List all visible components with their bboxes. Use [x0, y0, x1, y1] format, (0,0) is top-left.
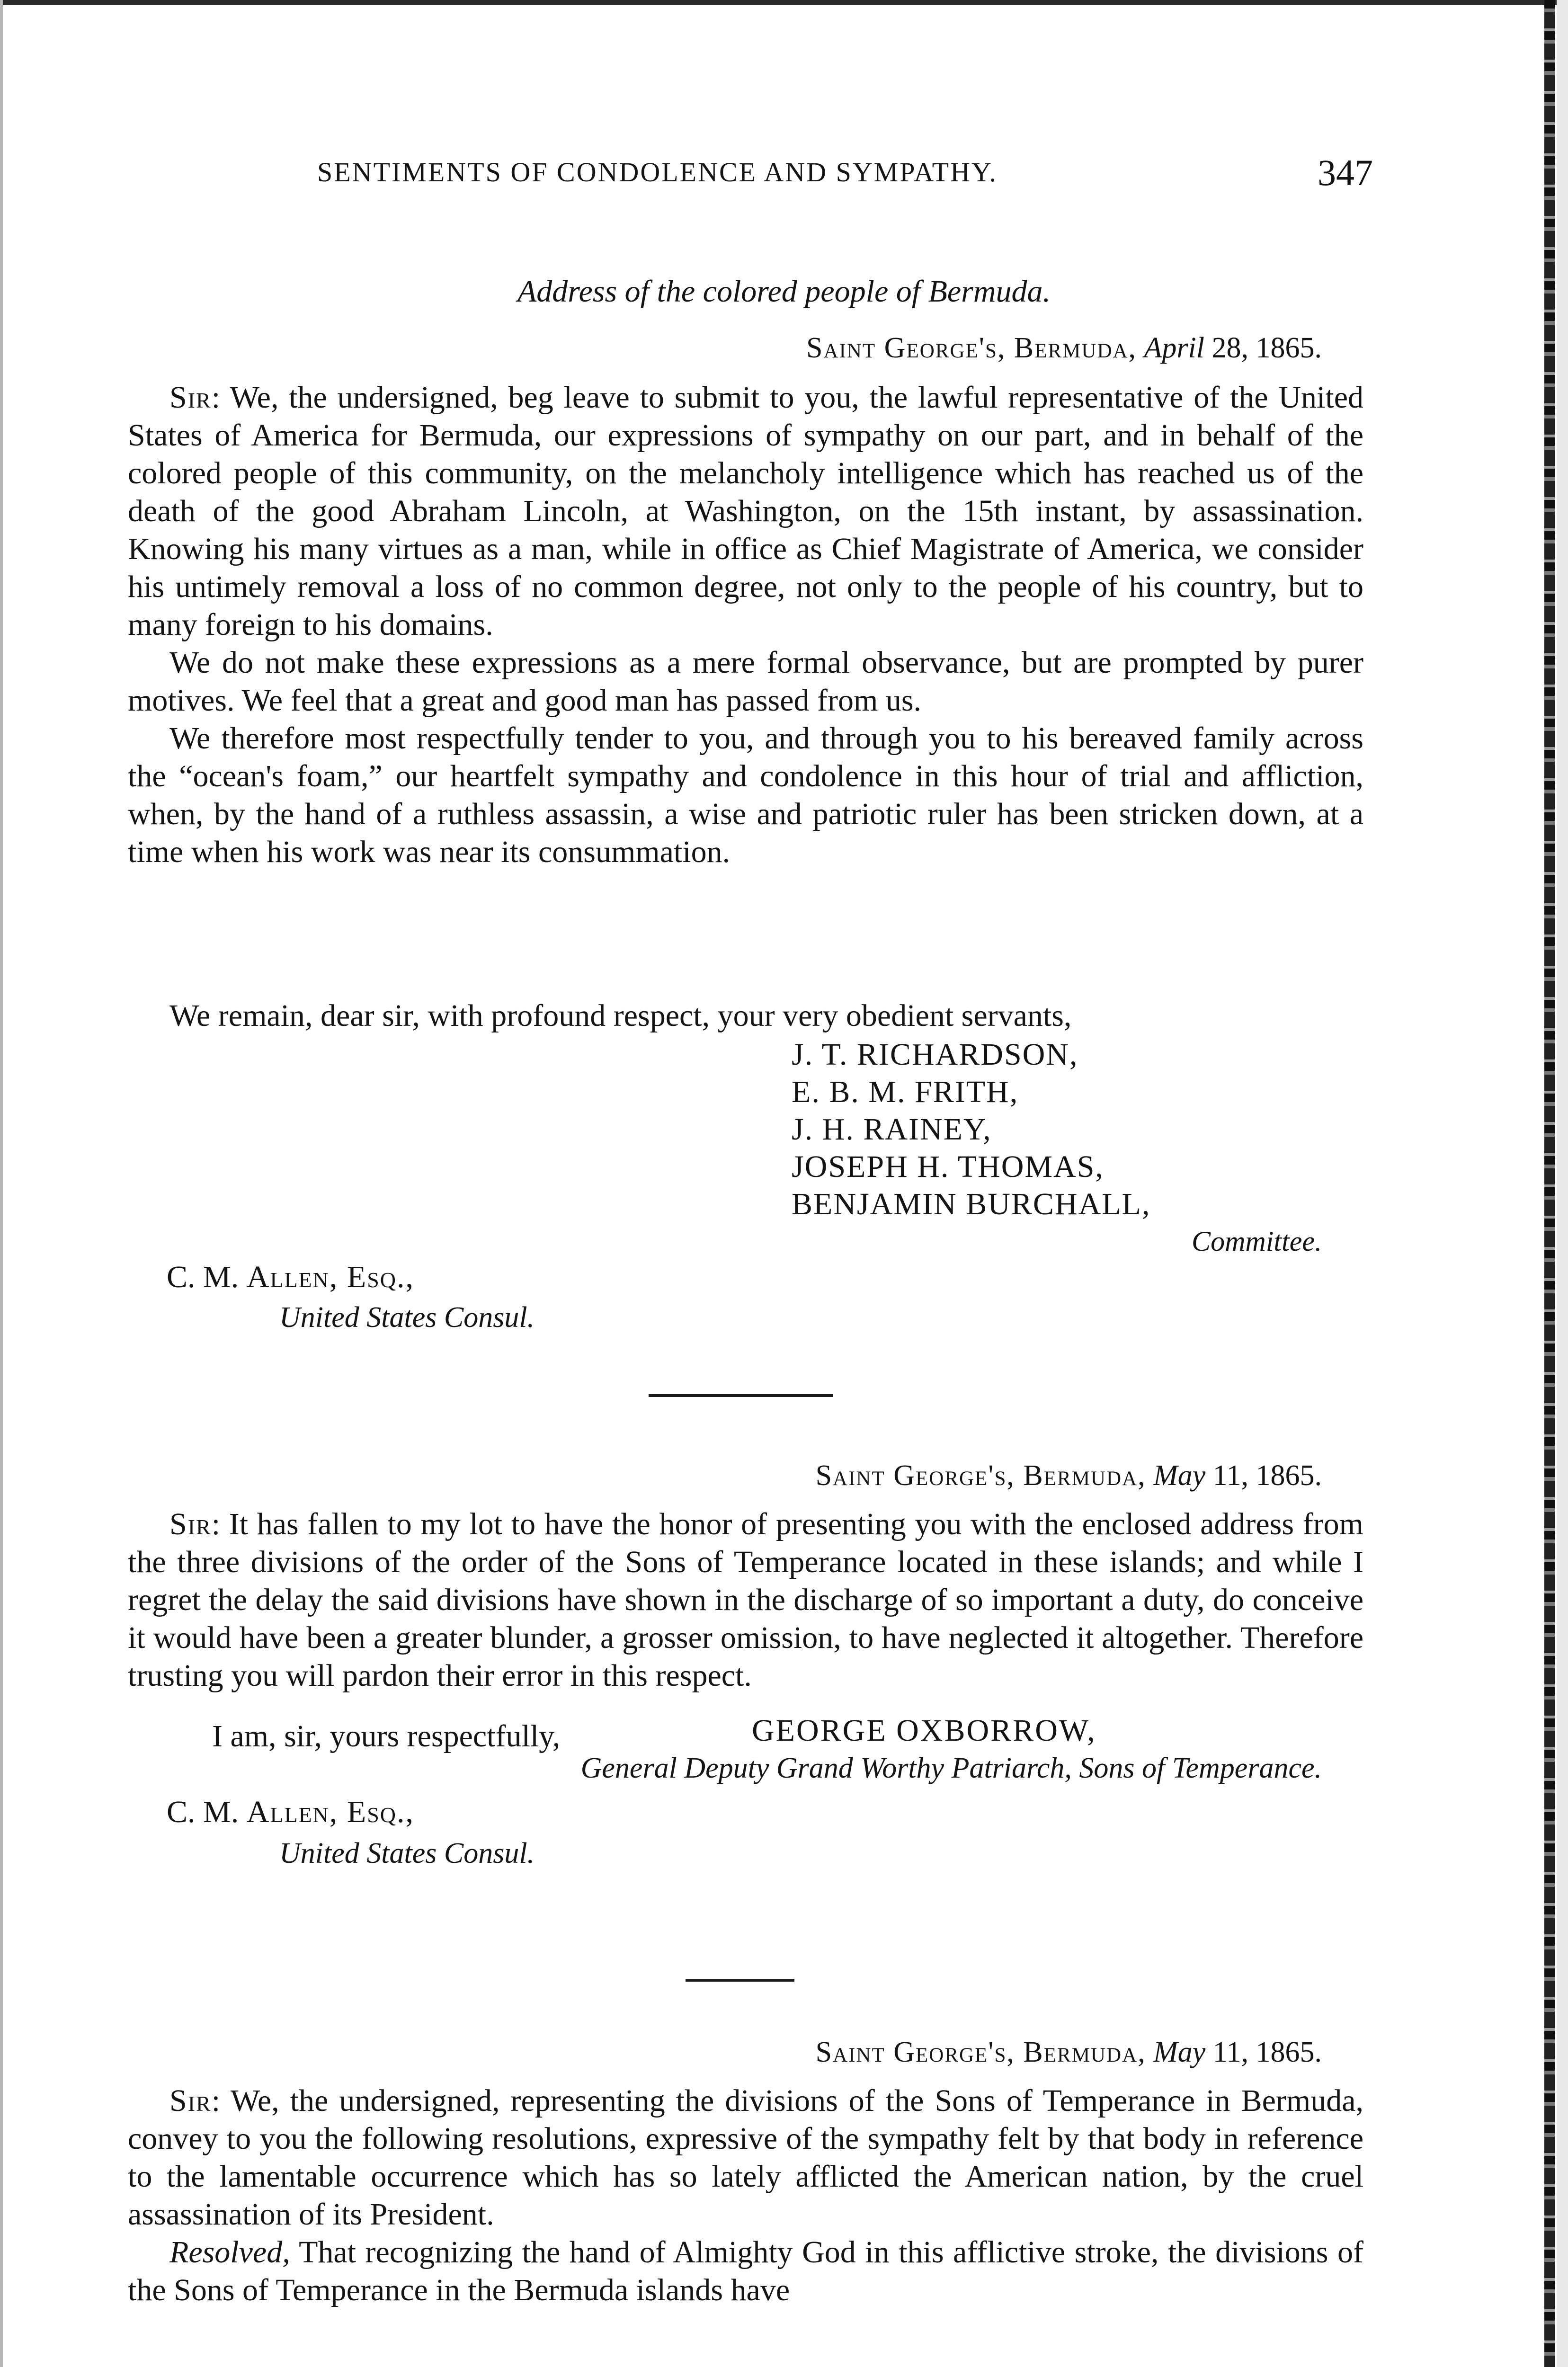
letter2-dateline: [816, 1459, 1322, 1493]
resolved-word: Resolved,: [169, 2235, 290, 2269]
letter1-para1-text: : We, the undersigned, beg leave to submit to you, the lawful representative of the United States of America for Bermuda, our expressions of sympathy on our part, and in behalf of the colored people of this community, on the melancholy intelligence which has reached us of the death of the good Abraham Lincoln, at Washington, on the 15th instant, by assassination. Knowing his many virtues as a man, while in office as Chief Magistrate of America, we consider his untimely removal a loss of no common degree, not only to the people of his country, but to many foreign to his domains.: [128, 380, 1363, 642]
section-divider: [686, 1979, 794, 1982]
binding-margin: [1557, 0, 1568, 2367]
running-title: SENTIMENTS OF CONDOLENCE AND SYMPATHY.: [317, 157, 998, 187]
letter2-signer-title: General Deputy Grand Worthy Patriarch, Sons of Temperance.: [580, 1752, 1322, 1784]
letter1-body: [128, 379, 1363, 871]
addressee-name: Allen, Esq.,: [246, 1795, 415, 1829]
letter2-closing: I am, sir, yours respectfully,: [212, 1719, 561, 1753]
resolved-text: That recognizing the hand of Almighty God in this afflictive stroke, the divisions of the Sons of Temperance in the Bermuda islands have: [128, 2235, 1363, 2307]
letter3-para1: [128, 2082, 1363, 2234]
letter1-dateline-place: Saint George's, Bermuda,: [806, 332, 1137, 364]
letter1-signer-role: Committee.: [1192, 1226, 1322, 1257]
addressee-initials: C. M.: [167, 1795, 239, 1829]
letter1-para2: We do not make these expressions as a mere formal observance, but are prompted by purer motives. We feel that a great and good man has passed from us.: [128, 645, 1363, 718]
letter3-resolved: [128, 2234, 1363, 2309]
letter2-para1: [128, 1505, 1363, 1695]
letter3-dateline-day: 11, 1865.: [1212, 2036, 1322, 2068]
letter3-dateline-month: May: [1153, 2036, 1206, 2068]
letter2-dateline-place: Saint George's, Bermuda,: [815, 1459, 1146, 1492]
page-edge-top: [0, 0, 1568, 5]
page-edge-right: [1544, 0, 1555, 2367]
letter1-para3: We therefore most respectfully tender to you, and through you to his bereaved family across the “ocean's foam,” our heartfelt sympathy and condolence in this hour of trial and affliction, when, by the hand of a ruthless assassin, a wise and patriotic ruler has been stricken down, at a time when his work was near its consummation.: [128, 721, 1363, 869]
letter2-signer: GEORGE OXBORROW,: [752, 1713, 1096, 1748]
letter1-title: Address of the colored people of Bermuda.: [517, 274, 1051, 309]
addressee-name: Allen, Esq.,: [246, 1260, 415, 1294]
letter2-para1-text: : It has fallen to my lot to have the honor of presenting you with the enclosed address from the three divisions of the order of the Sons of Temperance located in these islands; and while I regret the delay the said divisions have shown in the discharge of so important a duty, do conceive it would have been a greater blunder, a grosser omission, to have neglected it altogether. Therefore trusting you will pardon their error in this respect.: [128, 1507, 1363, 1693]
addressee-initials: C. M.: [167, 1260, 239, 1294]
letter2-dateline-month: May: [1153, 1459, 1206, 1492]
letter1-dateline: [806, 331, 1322, 365]
letter3-dateline-place: Saint George's, Bermuda,: [815, 2036, 1146, 2068]
page-edge-left: [0, 0, 3, 2367]
signer: E. B. M. FRITH,: [792, 1075, 1019, 1109]
letter3-para1-text: : We, the undersigned, representing the divisions of the Sons of Temperance in Bermuda, convey to you the following resolutions, expressive of the sympathy felt by that body in reference to the lamentable occurrence which has so lately afflicted the American nation, by the cruel assassination of its President.: [128, 2083, 1363, 2232]
letter1-addressee: [167, 1259, 414, 1295]
letter1-closing: We remain, dear sir, with profound respect, your very obedient servants,: [169, 998, 1072, 1033]
letter2-dateline-day: 11, 1865.: [1212, 1459, 1322, 1492]
letter3-body: [128, 2082, 1363, 2309]
signer: J. T. RICHARDSON,: [792, 1037, 1078, 1072]
page-number: 347: [1318, 152, 1373, 193]
letter1-addressee-title: United States Consul.: [279, 1301, 535, 1334]
letter1-signers: [792, 1036, 1150, 1223]
letter3-dateline: [816, 2036, 1322, 2069]
letter2-salutation: Sir: [169, 1507, 212, 1541]
running-header: [317, 152, 1373, 199]
letter1-dateline-day: 28, 1865.: [1212, 332, 1322, 364]
letter1-para1: [128, 379, 1363, 644]
letter2-body: [128, 1505, 1363, 1695]
letter3-salutation: Sir: [169, 2083, 212, 2118]
signer: J. H. RAINEY,: [792, 1112, 992, 1147]
letter2-addressee-title: United States Consul.: [279, 1837, 535, 1869]
section-divider: [649, 1394, 833, 1397]
letter1-dateline-month: April: [1144, 332, 1204, 364]
letter2-addressee: [167, 1794, 414, 1830]
letter1-salutation: Sir: [169, 380, 212, 415]
signer: JOSEPH H. THOMAS,: [792, 1149, 1104, 1184]
signer: BENJAMIN BURCHALL,: [792, 1187, 1151, 1221]
